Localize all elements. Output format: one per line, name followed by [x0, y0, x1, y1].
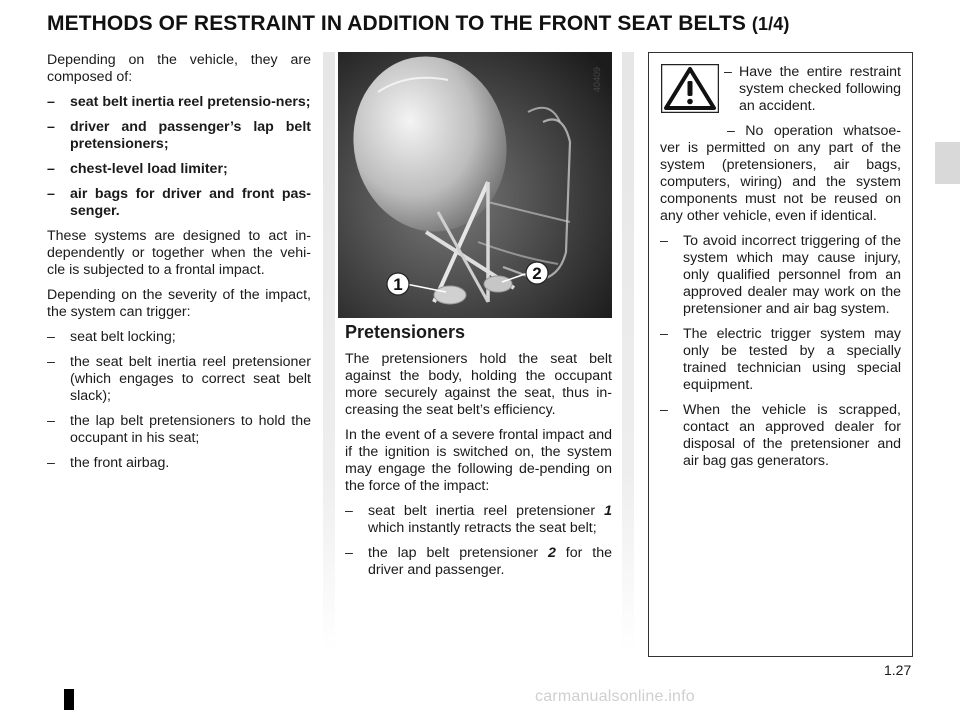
component-item: – air bags for driver and front pas-senger.: [47, 186, 311, 219]
trigger-item: – the seat belt inertia reel pretensioner (which engages to correct seat belt slack);: [47, 354, 311, 404]
page-title-part: (1/4): [751, 14, 790, 34]
pretensioner-item-text: for the driver and passenger.: [368, 545, 612, 578]
callout-2: 2: [532, 264, 542, 283]
print-mark: [64, 689, 74, 710]
severity-paragraph: Depending on the severity of the impact, the system can trigger:: [47, 287, 311, 320]
page-title: [47, 12, 789, 36]
warning-item: – When the vehicle is scrapped, contact an approved dealer for disposal of the pretensioner and air bag gas generators.: [660, 402, 901, 469]
warning-text: [660, 64, 901, 478]
warning-item-text: Have the entire restraint system checked following an accident.: [739, 64, 901, 114]
page-title-text: METHODS OF RESTRAINT IN ADDITION TO THE FRONT SEAT BELTS: [47, 12, 746, 35]
column-divider: [323, 52, 335, 652]
warning-item-text: When the vehicle is scrapped, contact an approved dealer for disposal of the pretensioner and air bag gas generators.: [683, 402, 901, 469]
trigger-item: – the front airbag.: [47, 455, 170, 471]
page-number: 1.27: [884, 662, 912, 678]
illustration-code: 40409: [592, 66, 602, 92]
trigger-item-text: seat belt locking;: [70, 329, 176, 345]
warning-item-text: – No operation whatsoe-ver is permitted on any part of the system (pretensioners, air bags, computers, wiring) and the system components must not be reused on any other vehicle, even if identical.: [660, 123, 901, 224]
component-item-text: chest-level load limiter;: [70, 161, 228, 177]
component-item: – seat belt inertia reel pretensio-ners;: [47, 94, 311, 110]
trigger-item-text: the front airbag.: [70, 455, 170, 471]
warning-item: [660, 123, 901, 225]
trigger-item: – the lap belt pretensioners to hold the occupant in his seat;: [47, 413, 311, 446]
pretensioner-item-text: seat belt inertia reel pretensioner: [368, 503, 605, 519]
warning-item-text: The electric trigger system may only be tested by a specially trained technician using special equipment.: [683, 326, 901, 393]
pretensioner-item-text: which instantly retracts the seat belt;: [368, 520, 597, 536]
column-divider: [622, 52, 634, 652]
pretensioner-number: 1: [604, 503, 612, 519]
warning-box: [648, 52, 913, 657]
pretensioners-column: [345, 324, 612, 587]
section-heading: Pretensioners: [345, 322, 466, 342]
warning-item: – Have the entire restraint system checked following an accident.: [724, 64, 901, 114]
warning-item: – The electric trigger system may only be tested by a specially trained technician using special equipment.: [660, 326, 901, 393]
warning-item-text: To avoid incorrect triggering of the system which may cause injury, only qualified personnel from an approved dealer may work on the pretensioner and air bag system.: [683, 233, 901, 317]
trigger-item: – seat belt locking;: [47, 329, 176, 345]
pretensioner-illustration: [338, 52, 612, 318]
pretensioner-item-text: the lap belt pretensioner: [368, 545, 549, 561]
impact-paragraph: In the event of a severe frontal impact and if the ignition is switched on, the system may engage the following de-pending on the force of the impact:: [345, 427, 612, 494]
component-item-text: air bags for driver and front pas-senger.: [70, 186, 311, 219]
systems-paragraph: These systems are designed to act in-dependently or together when the vehi-cle is subjected to a frontal impact.: [47, 228, 311, 278]
intro-text: Depending on the vehicle, they are composed of:: [47, 52, 311, 85]
component-item: – chest-level load limiter;: [47, 161, 228, 177]
chapter-tab: [935, 142, 960, 184]
warning-item: – To avoid incorrect triggering of the system which may cause injury, only qualified personnel from an approved dealer may work on the pretensioner and air bag system.: [660, 233, 901, 317]
pretensioners-description: The pretensioners hold the seat belt against the body, holding the occupant more securely against the seat, thus in-creasing the seat belt’s efficiency.: [345, 351, 612, 418]
intro-column: [47, 52, 311, 480]
component-item-text: driver and passenger’s lap belt pretensioners;: [70, 119, 311, 152]
pretensioner-number: 2: [548, 545, 556, 561]
watermark: carmanualsonline.info: [535, 688, 695, 705]
pretensioner-item: – the lap belt pretensioner 2 for the driver and passenger.: [345, 545, 612, 578]
trigger-item-text: the lap belt pretensioners to hold the occupant in his seat;: [70, 413, 311, 446]
component-item-text: seat belt inertia reel pretensio-ners;: [70, 94, 311, 110]
pretensioner-item: – seat belt inertia reel pretensioner 1 which instantly retracts the seat belt;: [345, 503, 612, 536]
component-item: – driver and passenger’s lap belt pretensioners;: [47, 119, 311, 152]
trigger-item-text: the seat belt inertia reel pretensioner (which engages to correct seat belt slack);: [70, 354, 311, 404]
callout-1: 1: [393, 275, 403, 294]
